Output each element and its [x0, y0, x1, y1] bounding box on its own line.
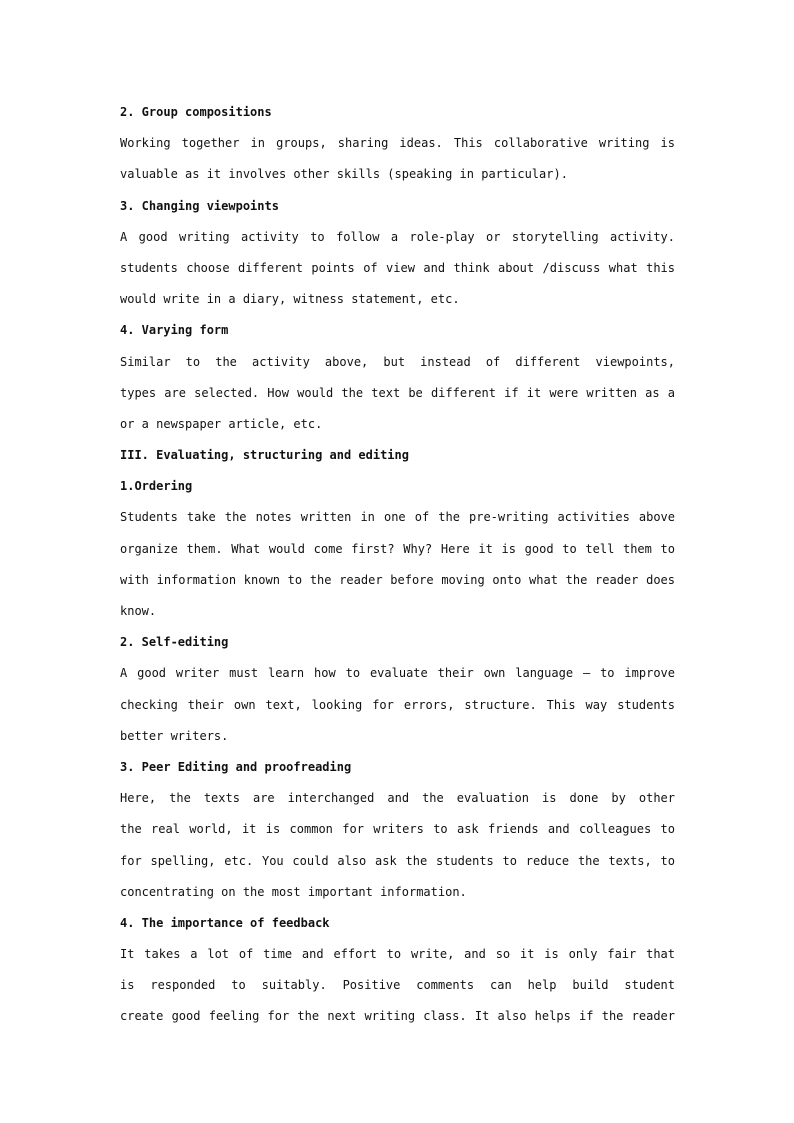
- paragraph-line: A good writing activity to follow a role-play or storytelling activity.: [120, 229, 675, 244]
- paragraph-line: the real world, it is common for writers to ask friends and colleagues to: [120, 822, 675, 837]
- section-heading-self-editing: 2. Self-editing: [120, 635, 229, 650]
- document-page: [120, 97, 675, 1033]
- section-heading-changing-viewpoints: 3. Changing viewpoints: [120, 198, 279, 213]
- paragraph-line: students choose different points of view and think about /discuss what this: [120, 260, 675, 275]
- paragraph-line: with information known to the reader before moving onto what the reader does: [120, 572, 675, 587]
- paragraph-line: valuable as it involves other skills (speaking in particular).: [120, 167, 568, 182]
- paragraph-line: create good feeling for the next writing class. It also helps if the reader: [120, 1009, 675, 1024]
- paragraph-line: types are selected. How would the text be different if it were written as a: [120, 385, 675, 400]
- paragraph-line: would write in a diary, witness statement, etc.: [120, 292, 460, 307]
- paragraph-line: Working together in groups, sharing ideas. This collaborative writing is: [120, 136, 675, 151]
- section-heading-group-compositions: 2. Group compositions: [120, 105, 272, 119]
- paragraph-line: is responded to suitably. Positive comments can help build student: [120, 978, 675, 993]
- paragraph-line: for spelling, etc. You could also ask the students to reduce the texts, to: [120, 853, 675, 868]
- paragraph-line: A good writer must learn how to evaluate their own language — to improve: [120, 666, 675, 681]
- paragraph-line: better writers.: [120, 728, 229, 743]
- paragraph-line: Similar to the activity above, but instead of different viewpoints,: [120, 354, 675, 369]
- paragraph-line: know.: [120, 604, 157, 618]
- paragraph-line: Students take the notes written in one of the pre-writing activities above: [120, 510, 675, 525]
- paragraph-line: concentrating on the most important information.: [120, 884, 467, 899]
- paragraph-line: checking their own text, looking for errors, structure. This way students: [120, 697, 675, 712]
- section-heading-feedback: 4. The importance of feedback: [120, 915, 330, 930]
- paragraph-line: Here, the texts are interchanged and the evaluation is done by other: [120, 791, 675, 806]
- paragraph-line: organize them. What would come first? Why? Here it is good to tell them to: [120, 541, 675, 556]
- chapter-heading-evaluating: III. Evaluating, structuring and editing: [120, 448, 409, 463]
- paragraph-line: It takes a lot of time and effort to write, and so it is only fair that: [120, 947, 675, 962]
- section-heading-ordering: 1.Ordering: [120, 479, 193, 494]
- paragraph-line: or a newspaper article, etc.: [120, 416, 323, 431]
- section-heading-peer-editing: 3. Peer Editing and proofreading: [120, 759, 352, 774]
- section-heading-varying-form: 4. Varying form: [120, 323, 229, 338]
